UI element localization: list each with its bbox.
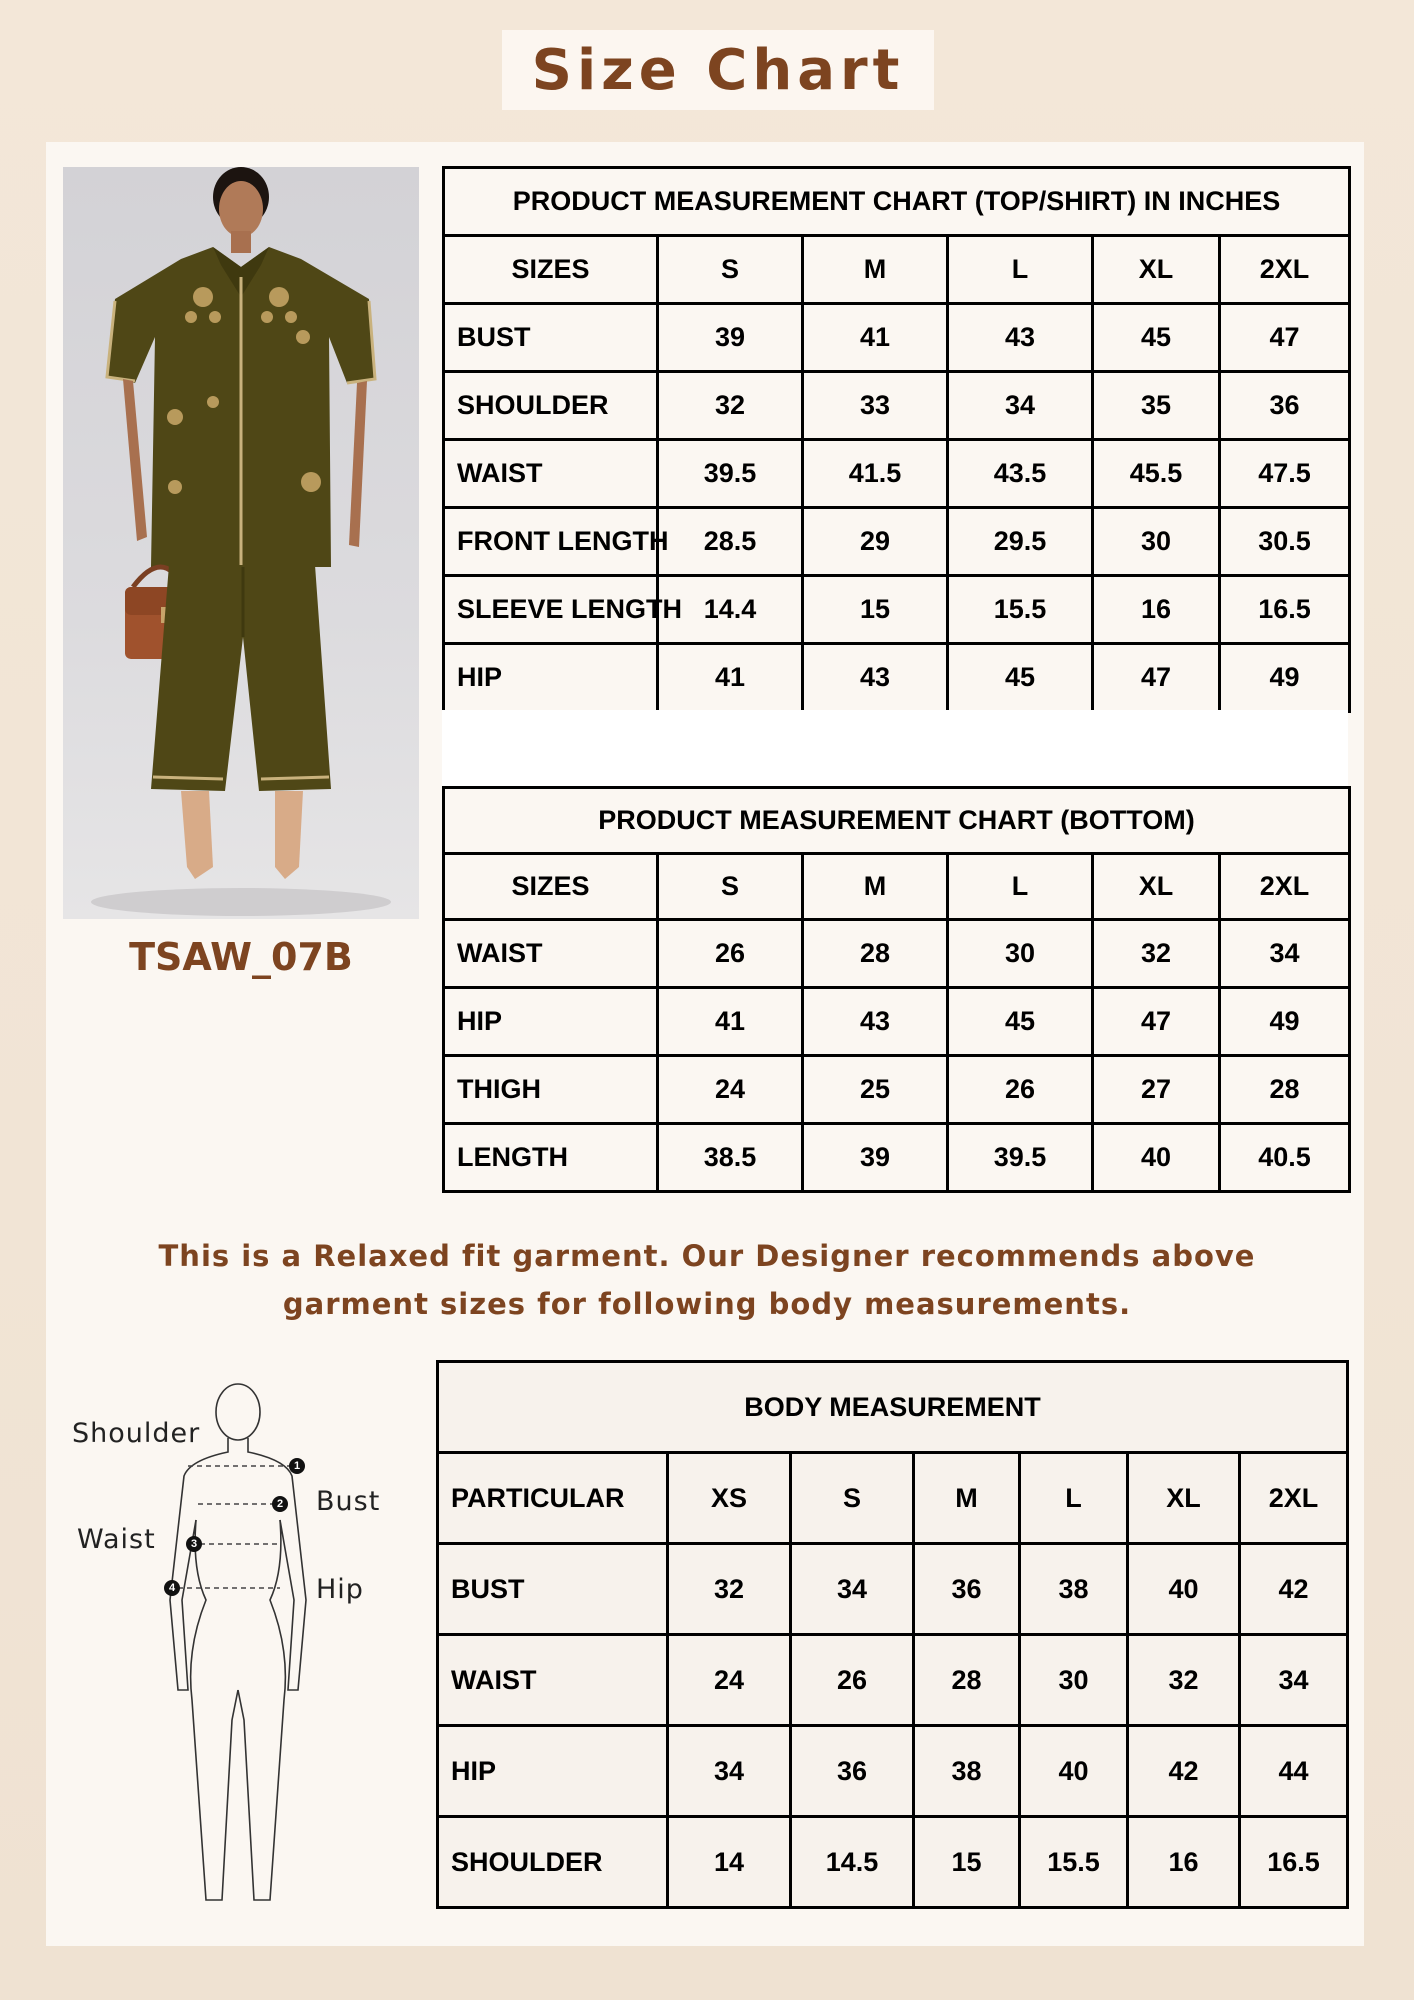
table-cell: 47 <box>1220 304 1350 372</box>
marker-2-icon: 2 <box>272 1496 288 1512</box>
table-row <box>444 1124 1350 1192</box>
table-cell: 15 <box>914 1817 1020 1908</box>
marker-4-icon: 4 <box>164 1580 180 1596</box>
table-cell: 41 <box>658 988 803 1056</box>
row-label: HIP <box>444 988 658 1056</box>
table-cell: 43.5 <box>948 440 1093 508</box>
table-cell: 34 <box>668 1726 791 1817</box>
table-cell: 43 <box>948 304 1093 372</box>
table-cell: 41.5 <box>803 440 948 508</box>
table-cell: 40 <box>1020 1726 1128 1817</box>
table-cell: 32 <box>1093 920 1220 988</box>
table-cell: 34 <box>948 372 1093 440</box>
table-cell: 30.5 <box>1220 508 1350 576</box>
table-cell: 42 <box>1128 1726 1240 1817</box>
table-cell: 32 <box>668 1544 791 1635</box>
table-cell: 16 <box>1093 576 1220 644</box>
row-label: HIP <box>438 1726 668 1817</box>
label-hip: Hip <box>316 1574 364 1605</box>
table-cell: 25 <box>803 1056 948 1124</box>
header-m: M <box>914 1453 1020 1544</box>
table-cell: 44 <box>1240 1726 1348 1817</box>
table-row <box>444 304 1350 372</box>
table-cell: 29.5 <box>948 508 1093 576</box>
header-m: M <box>803 236 948 304</box>
header-xl: XL <box>1093 236 1220 304</box>
fit-note: This is a Relaxed fit garment. Our Designer recommends above garment sizes for following body measurements. <box>158 1239 1256 1321</box>
table-cell: 30 <box>948 920 1093 988</box>
bottom-chart-title: PRODUCT MEASUREMENT CHART (BOTTOM) <box>444 788 1350 854</box>
header-l: L <box>948 236 1093 304</box>
table-cell: 26 <box>948 1056 1093 1124</box>
marker-3-icon: 3 <box>186 1536 202 1552</box>
product-code: TSAW_07B <box>129 935 353 979</box>
table-cell: 38 <box>1020 1544 1128 1635</box>
table-cell: 49 <box>1220 644 1350 712</box>
table-cell: 47 <box>1093 988 1220 1056</box>
table-row <box>438 1726 1348 1817</box>
table-cell: 26 <box>791 1635 914 1726</box>
table-row <box>444 1056 1350 1124</box>
product-photo <box>63 167 419 919</box>
header-2xl: 2XL <box>1220 854 1350 920</box>
table-row <box>444 440 1350 508</box>
body-chart-title: BODY MEASUREMENT <box>438 1362 1348 1453</box>
table-cell: 30 <box>1093 508 1220 576</box>
table-cell: 34 <box>791 1544 914 1635</box>
table-cell: 30 <box>1020 1635 1128 1726</box>
table-cell: 36 <box>914 1544 1020 1635</box>
header-2xl: 2XL <box>1220 236 1350 304</box>
table-cell: 14.4 <box>658 576 803 644</box>
table-cell: 32 <box>1128 1635 1240 1726</box>
model-illustration <box>63 167 419 919</box>
table-cell: 38 <box>914 1726 1020 1817</box>
table-cell: 39 <box>658 304 803 372</box>
body-figure <box>60 1360 381 1920</box>
label-bust: Bust <box>316 1486 381 1517</box>
top-chart-title: PRODUCT MEASUREMENT CHART (TOP/SHIRT) IN INCHES <box>444 168 1350 236</box>
row-label: SLEEVE LENGTH <box>444 576 658 644</box>
table-cell: 34 <box>1240 1635 1348 1726</box>
table-cell: 15 <box>803 576 948 644</box>
row-label: WAIST <box>444 920 658 988</box>
table-row <box>444 576 1350 644</box>
header-sizes: SIZES <box>444 854 658 920</box>
table-cell: 24 <box>668 1635 791 1726</box>
table-cell: 15.5 <box>1020 1817 1128 1908</box>
row-label: WAIST <box>444 440 658 508</box>
row-label: BUST <box>438 1544 668 1635</box>
table-cell: 34 <box>1220 920 1350 988</box>
table-cell: 45 <box>948 644 1093 712</box>
label-shoulder: Shoulder <box>72 1418 201 1449</box>
table-row <box>438 1635 1348 1726</box>
header-sizes: SIZES <box>444 236 658 304</box>
row-label: WAIST <box>438 1635 668 1726</box>
table-cell: 35 <box>1093 372 1220 440</box>
header-xl: XL <box>1093 854 1220 920</box>
table-cell: 40 <box>1093 1124 1220 1192</box>
table-cell: 28 <box>914 1635 1020 1726</box>
row-label: FRONT LENGTH <box>444 508 658 576</box>
table-cell: 33 <box>803 372 948 440</box>
table-cell: 43 <box>803 644 948 712</box>
table-cell: 47.5 <box>1220 440 1350 508</box>
table-cell: 42 <box>1240 1544 1348 1635</box>
row-label: HIP <box>444 644 658 712</box>
header-l: L <box>1020 1453 1128 1544</box>
table-cell: 41 <box>803 304 948 372</box>
table-cell: 16 <box>1128 1817 1240 1908</box>
table-row <box>444 644 1350 712</box>
table-cell: 32 <box>658 372 803 440</box>
table-cell: 26 <box>658 920 803 988</box>
header-particular: PARTICULAR <box>438 1453 668 1544</box>
bottom-measurement-chart <box>442 786 1351 1193</box>
table-cell: 40 <box>1128 1544 1240 1635</box>
table-cell: 28 <box>803 920 948 988</box>
table-row <box>444 920 1350 988</box>
table-cell: 39.5 <box>948 1124 1093 1192</box>
table-cell: 28.5 <box>658 508 803 576</box>
table-cell: 41 <box>658 644 803 712</box>
table-cell: 14.5 <box>791 1817 914 1908</box>
table-cell: 49 <box>1220 988 1350 1056</box>
table-cell: 45 <box>948 988 1093 1056</box>
table-cell: 36 <box>1220 372 1350 440</box>
row-label: THIGH <box>444 1056 658 1124</box>
header-s: S <box>658 854 803 920</box>
table-cell: 14 <box>668 1817 791 1908</box>
header-xl: XL <box>1128 1453 1240 1544</box>
table-row <box>438 1544 1348 1635</box>
table-cell: 45 <box>1093 304 1220 372</box>
table-row <box>438 1817 1348 1908</box>
table-row <box>444 372 1350 440</box>
row-label: SHOULDER <box>438 1817 668 1908</box>
row-label: BUST <box>444 304 658 372</box>
table-row <box>444 988 1350 1056</box>
table-cell: 24 <box>658 1056 803 1124</box>
table-cell: 15.5 <box>948 576 1093 644</box>
row-label: LENGTH <box>444 1124 658 1192</box>
table-cell: 16.5 <box>1220 576 1350 644</box>
table-cell: 16.5 <box>1240 1817 1348 1908</box>
row-label: SHOULDER <box>444 372 658 440</box>
table-cell: 38.5 <box>658 1124 803 1192</box>
table-row <box>444 508 1350 576</box>
header-2xl: 2XL <box>1240 1453 1348 1544</box>
body-measurement-chart <box>436 1360 1349 1909</box>
table-cell: 29 <box>803 508 948 576</box>
chart-spacer <box>442 710 1348 786</box>
table-cell: 40.5 <box>1220 1124 1350 1192</box>
title-box <box>502 30 934 110</box>
marker-1-icon: 1 <box>289 1458 305 1474</box>
header-s: S <box>791 1453 914 1544</box>
top-measurement-chart <box>442 166 1351 713</box>
table-cell: 39.5 <box>658 440 803 508</box>
header-l: L <box>948 854 1093 920</box>
header-m: M <box>803 854 948 920</box>
header-xs: XS <box>668 1453 791 1544</box>
table-cell: 27 <box>1093 1056 1220 1124</box>
header-s: S <box>658 236 803 304</box>
table-cell: 36 <box>791 1726 914 1817</box>
table-cell: 39 <box>803 1124 948 1192</box>
table-cell: 47 <box>1093 644 1220 712</box>
table-cell: 28 <box>1220 1056 1350 1124</box>
table-cell: 43 <box>803 988 948 1056</box>
page-title: Size Chart <box>531 37 905 103</box>
table-cell: 45.5 <box>1093 440 1220 508</box>
label-waist: Waist <box>77 1524 156 1555</box>
